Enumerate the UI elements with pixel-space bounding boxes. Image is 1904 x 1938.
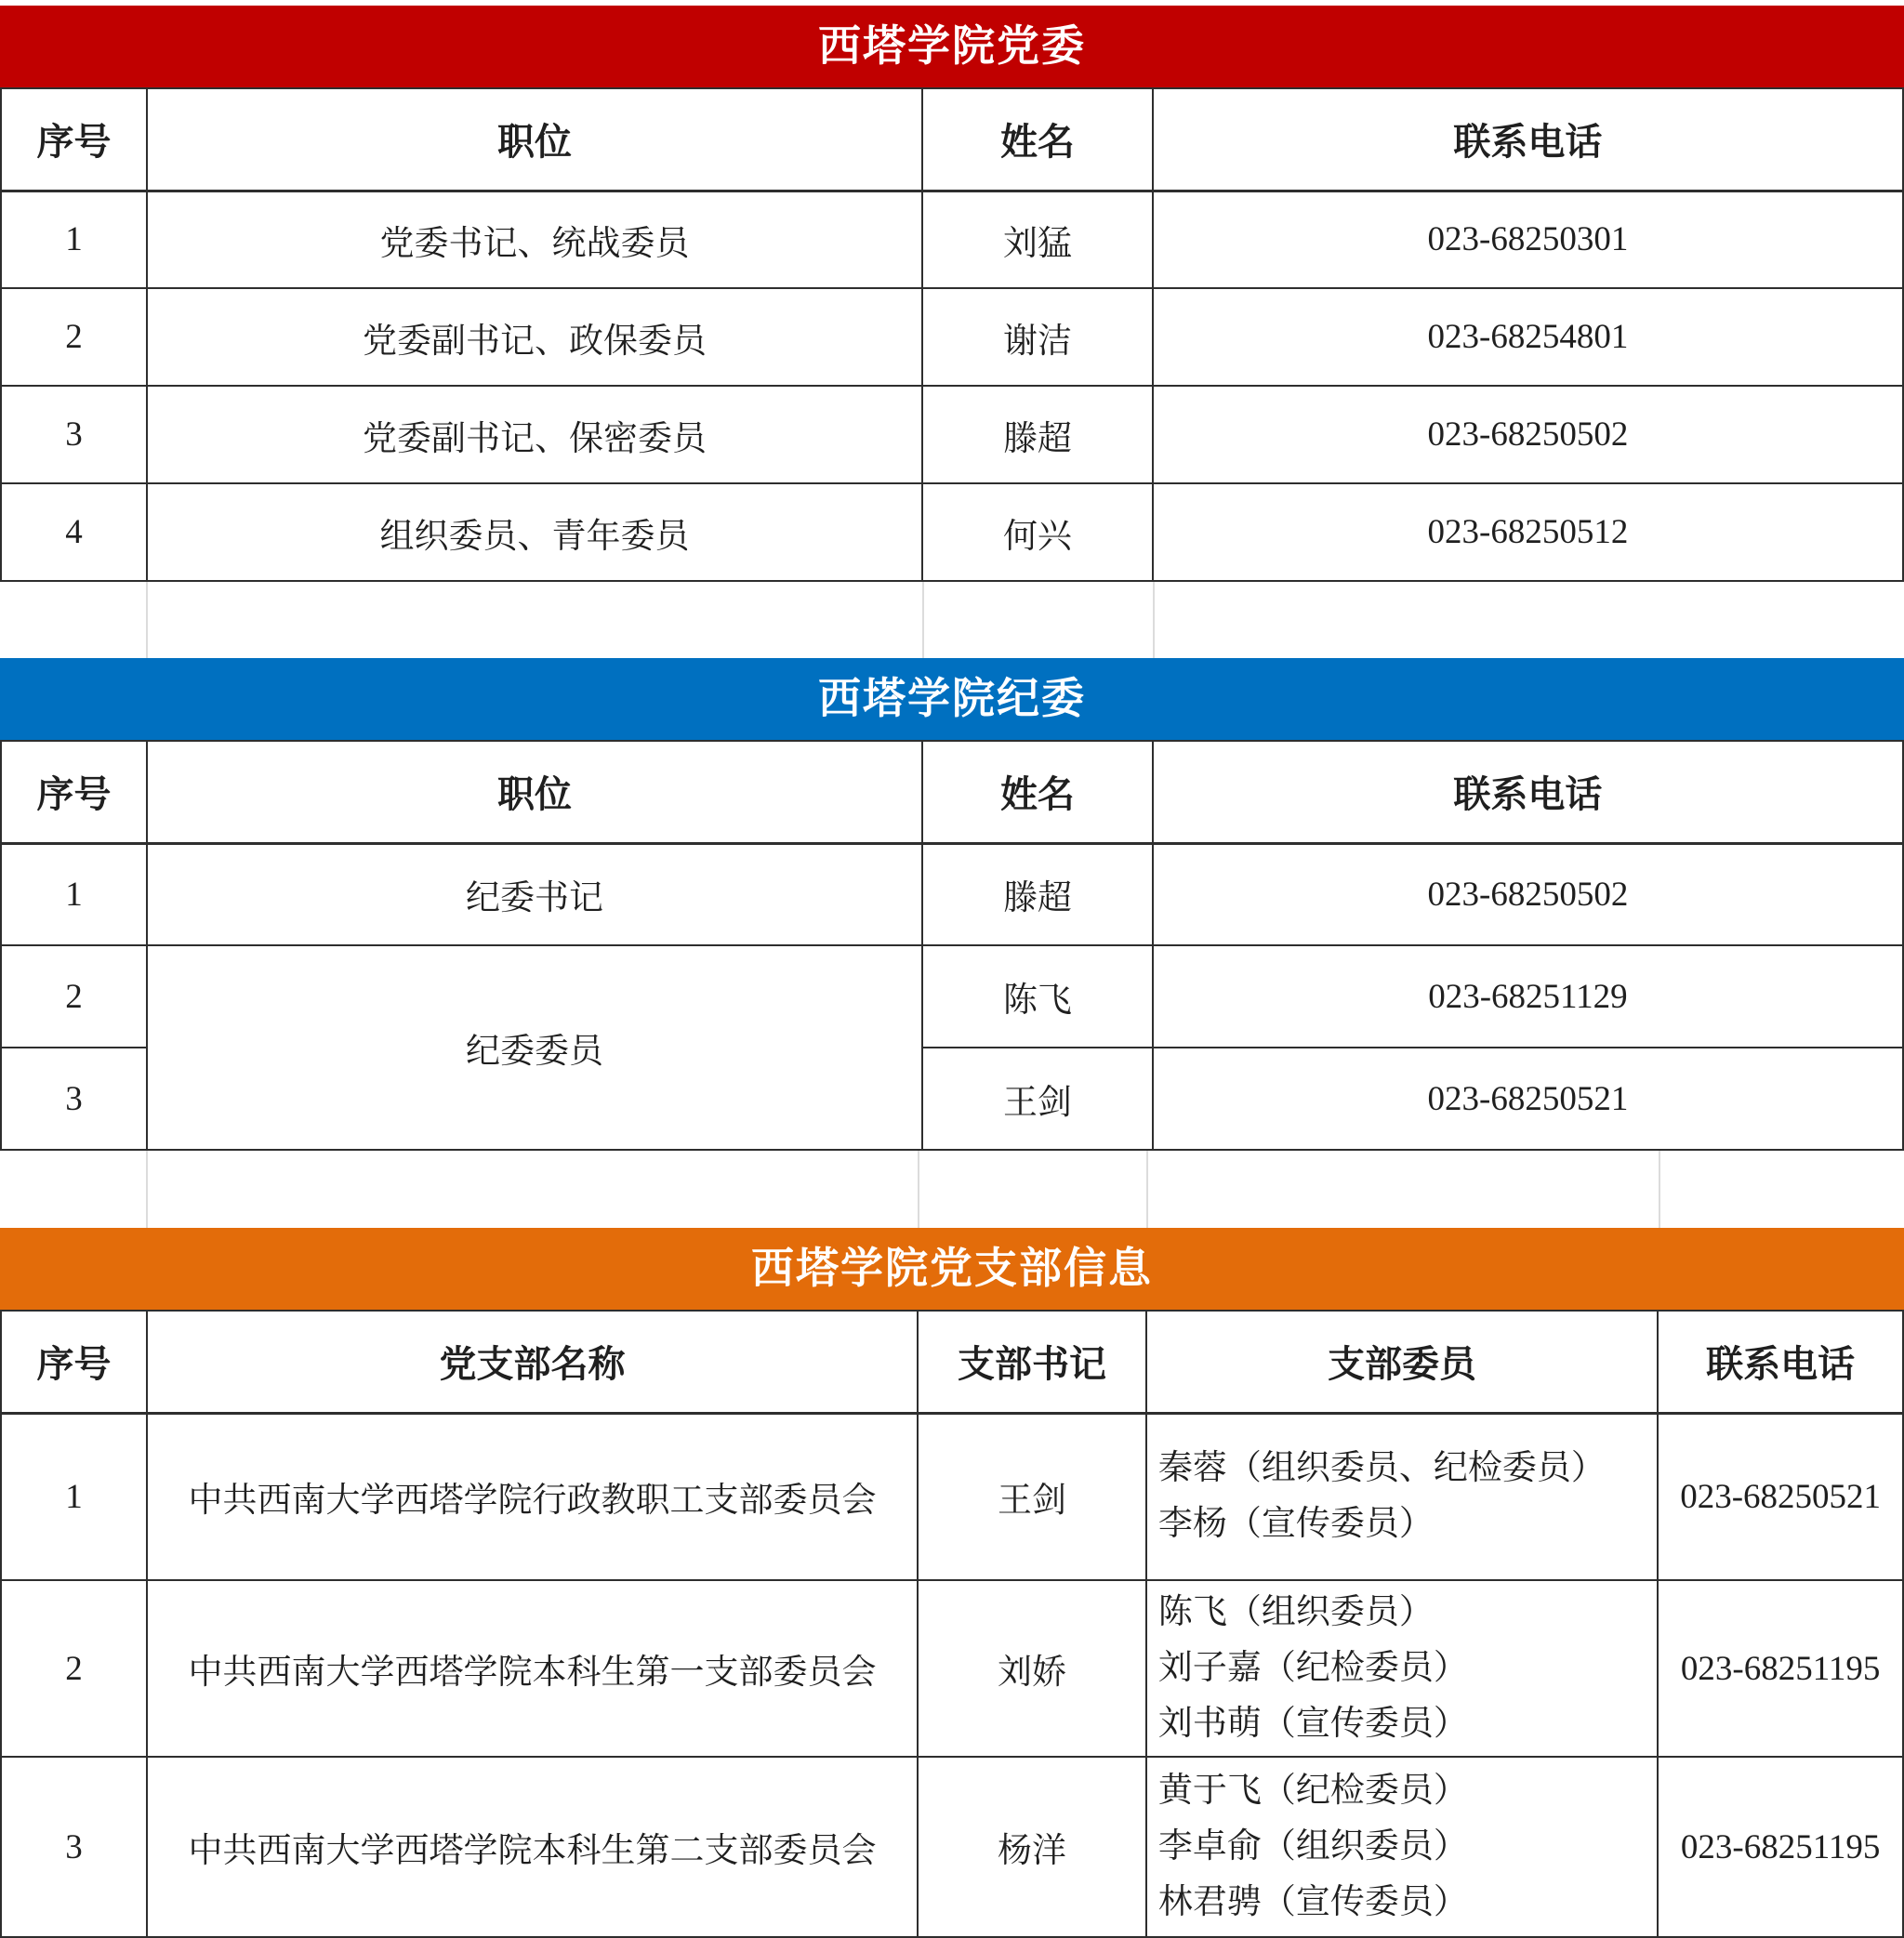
gridline: [922, 582, 924, 658]
header-cell-position: 职位: [147, 741, 922, 843]
cell-phone: 023-68251195: [1658, 1757, 1903, 1937]
cell-position: 组织委员、青年委员: [147, 483, 922, 581]
cell-phone: 023-68250502: [1153, 386, 1903, 483]
member-line: 林君骋（宣传委员）: [1157, 1882, 1468, 1921]
cell-name: 陈飞: [922, 945, 1153, 1048]
party-committee-table: [0, 87, 1904, 582]
cell-no: 4: [1, 483, 147, 581]
cell-name: 滕超: [922, 843, 1153, 945]
gridline: [146, 1151, 148, 1228]
cell-secretary: 杨洋: [918, 1757, 1146, 1937]
member-line: 刘书萌（宣传委员）: [1157, 1704, 1468, 1743]
table-row: [1, 386, 1903, 483]
table-row: [1, 288, 1903, 386]
cell-no: 3: [1, 386, 147, 483]
header-row: [1, 741, 1903, 843]
party-branches-title-bar: [0, 1228, 1904, 1310]
cell-phone: 023-68250521: [1153, 1048, 1903, 1150]
cell-name: 何兴: [922, 483, 1153, 581]
cell-no: 3: [1, 1048, 147, 1150]
cell-no: 2: [1, 945, 147, 1048]
header-cell-members: 支部委员: [1146, 1311, 1658, 1413]
cell-secretary: 刘娇: [918, 1580, 1146, 1757]
header-cell-name: 姓名: [922, 741, 1153, 843]
cell-no: 1: [1, 1413, 147, 1580]
discipline-committee-table: [0, 740, 1904, 1151]
cell-phone: 023-68251129: [1153, 945, 1903, 1048]
table-row: [1, 191, 1903, 288]
table-row: [1, 1413, 1903, 1580]
header-cell-secretary: 支部书记: [918, 1311, 1146, 1413]
party-branches-table: [0, 1310, 1904, 1938]
cell-branch: 中共西南大学西塔学院本科生第一支部委员会: [147, 1580, 918, 1757]
cell-no: 1: [1, 843, 147, 945]
header-cell-no: 序号: [1, 1311, 147, 1413]
party-committee-title-bar: [0, 6, 1904, 87]
header-cell-no: 序号: [1, 741, 147, 843]
cell-phone: 023-68250502: [1153, 843, 1903, 945]
member-line: 秦蓉（组织委员、纪检委员）: [1157, 1449, 1606, 1488]
spacer-row: [0, 582, 1904, 658]
cell-phone: 023-68250512: [1153, 483, 1903, 581]
member-line: 陈飞（组织委员）: [1157, 1593, 1434, 1632]
cell-name: 刘猛: [922, 191, 1153, 288]
header-cell-position: 职位: [147, 88, 922, 191]
cell-phone: 023-68250301: [1153, 191, 1903, 288]
gridline: [1153, 582, 1155, 658]
member-line: 刘子嘉（纪检委员）: [1157, 1649, 1468, 1688]
table-title: 西塔学院纪委: [818, 675, 1086, 722]
table-row: [1, 1757, 1903, 1937]
table-row: [1, 843, 1903, 945]
cell-name: 王剑: [922, 1048, 1153, 1150]
cell-position: 党委书记、统战委员: [147, 191, 922, 288]
cell-no: 1: [1, 191, 147, 288]
cell-branch: 中共西南大学西塔学院行政教职工支部委员会: [147, 1413, 918, 1580]
member-line: 黄于飞（纪检委员）: [1157, 1772, 1468, 1811]
cell-no: 3: [1, 1757, 147, 1937]
member-line: 李杨（宣传委员）: [1157, 1505, 1434, 1544]
cell-no: 2: [1, 1580, 147, 1757]
header-cell-phone: 联系电话: [1153, 741, 1903, 843]
cell-position: 党委副书记、政保委员: [147, 288, 922, 386]
cell-phone: 023-68254801: [1153, 288, 1903, 386]
header-cell-branch: 党支部名称: [147, 1311, 918, 1413]
cell-name: 谢洁: [922, 288, 1153, 386]
header-cell-phone: 联系电话: [1153, 88, 1903, 191]
table-row: [1, 483, 1903, 581]
gridline: [918, 1151, 919, 1228]
spacer-row: [0, 1151, 1904, 1228]
cell-position: 纪委书记: [147, 843, 922, 945]
gridline: [1146, 1151, 1148, 1228]
gridline: [1659, 1151, 1660, 1228]
gridline: [146, 582, 148, 658]
cell-position: 党委副书记、保密委员: [147, 386, 922, 483]
table-title: 西塔学院党委: [818, 22, 1086, 70]
table-row: [1, 945, 1903, 1048]
cell-secretary: 王剑: [918, 1413, 1146, 1580]
header-row: [1, 88, 1903, 191]
cell-members: [1146, 1757, 1658, 1937]
discipline-committee-title-bar: [0, 658, 1904, 740]
cell-position-merged: 纪委委员: [147, 945, 922, 1150]
header-cell-name: 姓名: [922, 88, 1153, 191]
table-title: 西塔学院党支部信息: [751, 1245, 1153, 1292]
cell-members: [1146, 1413, 1658, 1580]
cell-no: 2: [1, 288, 147, 386]
table-row: [1, 1580, 1903, 1757]
member-line: 李卓俞（组织委员）: [1157, 1827, 1468, 1866]
cell-phone: 023-68251195: [1658, 1580, 1903, 1757]
header-cell-phone: 联系电话: [1658, 1311, 1903, 1413]
cell-branch: 中共西南大学西塔学院本科生第二支部委员会: [147, 1757, 918, 1937]
cell-name: 滕超: [922, 386, 1153, 483]
header-row: [1, 1311, 1903, 1413]
cell-members: [1146, 1580, 1658, 1757]
header-cell-no: 序号: [1, 88, 147, 191]
cell-phone: 023-68250521: [1658, 1413, 1903, 1580]
